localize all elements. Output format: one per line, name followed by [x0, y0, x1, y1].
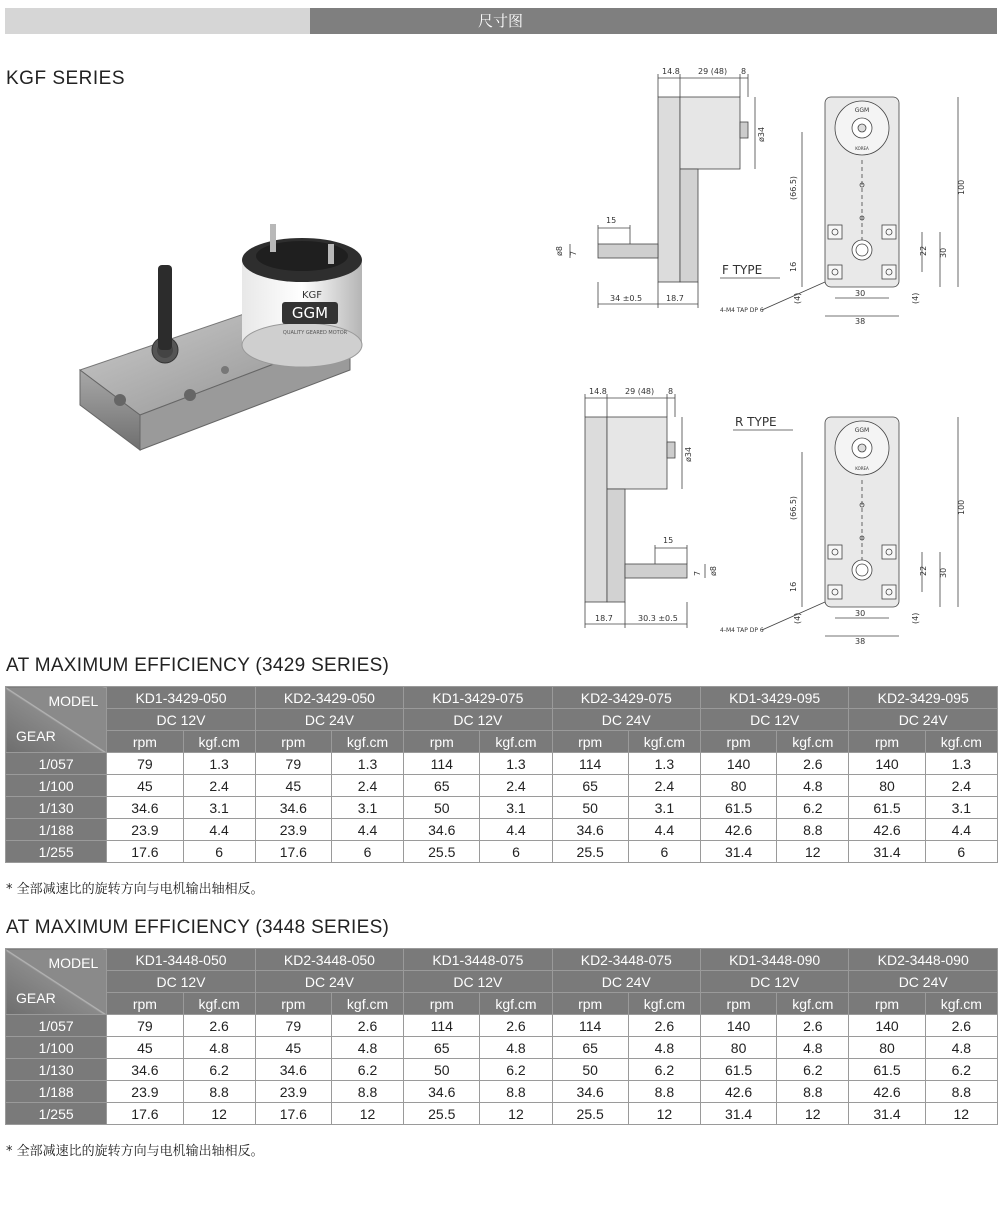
torque-cell: 4.8 [480, 1037, 552, 1059]
torque-cell: 4.4 [925, 819, 997, 841]
f-dim-34: 34 ±0.5 [610, 294, 643, 303]
rpm-cell: 17.6 [255, 841, 331, 863]
gear-ratio-cell: 1/130 [6, 797, 107, 819]
torque-cell: 6.2 [183, 1059, 255, 1081]
unit-torque-header: kgf.cm [777, 993, 849, 1015]
torque-cell: 2.6 [480, 1015, 552, 1037]
r-dim-dia34: ø34 [684, 446, 693, 462]
rpm-cell: 31.4 [700, 1103, 776, 1125]
r-dim-30h: 30 [855, 609, 866, 618]
torque-cell: 8.8 [628, 1081, 700, 1103]
model-header: KD1-3429-050 [107, 687, 255, 709]
r-dim-29-48: 29 (48) [625, 387, 655, 396]
torque-cell: 2.4 [925, 775, 997, 797]
model-header: KD2-3429-050 [255, 687, 403, 709]
voltage-header: DC 24V [255, 709, 403, 731]
rpm-cell: 65 [404, 775, 480, 797]
rpm-cell: 34.6 [404, 819, 480, 841]
f-dim-187: 18.7 [666, 294, 684, 303]
rpm-cell: 25.5 [404, 1103, 480, 1125]
torque-cell: 12 [777, 841, 849, 863]
torque-cell: 6 [628, 841, 700, 863]
r-dim-dia8: ø8 [709, 566, 718, 576]
rpm-cell: 140 [700, 1015, 776, 1037]
torque-cell: 2.6 [777, 1015, 849, 1037]
f-type-drawing [540, 60, 1000, 335]
rpm-cell: 34.6 [107, 797, 183, 819]
r-dim-30v: 30 [939, 567, 948, 578]
series-title: KGF SERIES [6, 68, 126, 89]
torque-cell: 12 [183, 1103, 255, 1125]
rpm-cell: 79 [107, 1015, 183, 1037]
r-type-drawing [540, 380, 1000, 655]
torque-cell: 12 [777, 1103, 849, 1125]
unit-rpm-header: rpm [404, 731, 480, 753]
f-type-label: F TYPE [722, 263, 763, 277]
rpm-cell: 114 [404, 753, 480, 775]
torque-cell: 1.3 [925, 753, 997, 775]
unit-torque-header: kgf.cm [628, 993, 700, 1015]
torque-cell: 8.8 [777, 1081, 849, 1103]
table-row [6, 841, 998, 863]
voltage-header: DC 24V [255, 971, 403, 993]
unit-torque-header: kgf.cm [331, 731, 403, 753]
torque-cell: 6 [480, 841, 552, 863]
rpm-cell: 50 [404, 797, 480, 819]
rpm-cell: 42.6 [700, 1081, 776, 1103]
table-row [6, 1103, 998, 1125]
torque-cell: 1.3 [183, 753, 255, 775]
table-row [6, 797, 998, 819]
torque-cell: 2.4 [628, 775, 700, 797]
torque-cell: 12 [480, 1103, 552, 1125]
torque-cell: 6 [925, 841, 997, 863]
rpm-cell: 50 [552, 797, 628, 819]
r-dim-22: 22 [919, 565, 928, 576]
torque-cell: 3.1 [183, 797, 255, 819]
rpm-cell: 25.5 [404, 841, 480, 863]
voltage-header: DC 12V [700, 709, 848, 731]
rpm-cell: 31.4 [700, 841, 776, 863]
rpm-cell: 23.9 [107, 819, 183, 841]
torque-cell: 1.3 [480, 753, 552, 775]
header-bar [5, 8, 997, 34]
torque-cell: 2.6 [183, 1015, 255, 1037]
torque-cell: 2.6 [331, 1015, 403, 1037]
f-dim-22: 22 [919, 245, 928, 256]
unit-rpm-header: rpm [552, 993, 628, 1015]
gear-ratio-cell: 1/100 [6, 775, 107, 797]
table-corner-cell [6, 687, 107, 753]
r-type-label: R TYPE [735, 415, 777, 429]
gear-ratio-cell: 1/255 [6, 841, 107, 863]
rpm-cell: 34.6 [552, 1081, 628, 1103]
torque-cell: 4.8 [628, 1037, 700, 1059]
torque-cell: 12 [628, 1103, 700, 1125]
r-dim-4-left: (4) [793, 612, 802, 624]
model-header: KD1-3448-075 [404, 949, 552, 971]
rpm-cell: 23.9 [255, 819, 331, 841]
model-header: KD1-3448-050 [107, 949, 255, 971]
r-dim-8: 8 [668, 387, 674, 396]
torque-cell: 6 [183, 841, 255, 863]
spec-table-3448 [5, 948, 998, 1125]
torque-cell: 8.8 [480, 1081, 552, 1103]
unit-torque-header: kgf.cm [925, 731, 997, 753]
rpm-cell: 17.6 [107, 841, 183, 863]
rpm-cell: 23.9 [107, 1081, 183, 1103]
torque-cell: 4.8 [777, 775, 849, 797]
torque-cell: 3.1 [925, 797, 997, 819]
torque-cell: 4.8 [183, 1037, 255, 1059]
r-dim-100: 100 [957, 499, 966, 515]
table-row [6, 1037, 998, 1059]
rpm-cell: 23.9 [255, 1081, 331, 1103]
rpm-cell: 114 [552, 1015, 628, 1037]
model-header: KD2-3448-090 [849, 949, 998, 971]
rpm-cell: 34.6 [107, 1059, 183, 1081]
model-header: KD2-3429-095 [849, 687, 998, 709]
torque-cell: 4.8 [331, 1037, 403, 1059]
f-tap-note: 4-M4 TAP DP 6 [720, 307, 764, 314]
rpm-cell: 31.4 [849, 841, 925, 863]
model-header: KD1-3448-090 [700, 949, 848, 971]
rpm-cell: 50 [404, 1059, 480, 1081]
voltage-header: DC 24V [849, 971, 998, 993]
r-face-badge: GGM [854, 427, 870, 434]
unit-torque-header: kgf.cm [777, 731, 849, 753]
gear-ratio-cell: 1/188 [6, 1081, 107, 1103]
torque-cell: 4.8 [777, 1037, 849, 1059]
rpm-cell: 45 [107, 775, 183, 797]
unit-rpm-header: rpm [107, 731, 183, 753]
torque-cell: 4.4 [331, 819, 403, 841]
table-corner-cell [6, 949, 107, 1015]
torque-cell: 12 [925, 1103, 997, 1125]
rpm-cell: 114 [404, 1015, 480, 1037]
unit-rpm-header: rpm [849, 731, 925, 753]
rpm-cell: 79 [107, 753, 183, 775]
voltage-header: DC 12V [107, 971, 255, 993]
corner-model-label: MODEL [48, 693, 99, 709]
table-row [6, 1015, 998, 1037]
unit-torque-header: kgf.cm [183, 993, 255, 1015]
rpm-cell: 80 [700, 775, 776, 797]
unit-rpm-header: rpm [552, 731, 628, 753]
torque-cell: 8.8 [777, 819, 849, 841]
unit-torque-header: kgf.cm [183, 731, 255, 753]
voltage-header: DC 24V [849, 709, 998, 731]
photo-model-text: KGF [301, 290, 323, 301]
f-dim-shaft-15: 15 [606, 216, 617, 225]
unit-rpm-header: rpm [700, 731, 776, 753]
rpm-cell: 79 [255, 753, 331, 775]
torque-cell: 4.4 [628, 819, 700, 841]
torque-cell: 2.6 [628, 1015, 700, 1037]
r-dim-187: 18.7 [595, 614, 613, 623]
torque-cell: 6 [331, 841, 403, 863]
rpm-cell: 34.6 [552, 819, 628, 841]
unit-rpm-header: rpm [107, 993, 183, 1015]
model-header: KD2-3429-075 [552, 687, 700, 709]
rpm-cell: 79 [255, 1015, 331, 1037]
rpm-cell: 25.5 [552, 1103, 628, 1125]
f-dim-38: 38 [855, 317, 866, 326]
r-dim-148: 14.8 [589, 387, 607, 396]
r-tap-note: 4-M4 TAP DP 6 [720, 627, 764, 634]
page-title: 尺寸图 [310, 8, 997, 34]
voltage-header: DC 24V [552, 709, 700, 731]
f-face-country: KOREA [855, 146, 869, 151]
table-3429-note: * 全部减速比的旋转方向与电机输出轴相反。 [6, 882, 264, 897]
f-dim-29-48: 29 (48) [698, 67, 728, 76]
r-dim-7: 7 [693, 570, 702, 576]
corner-gear-label: GEAR [16, 728, 56, 744]
f-face-badge: GGM [854, 107, 870, 114]
torque-cell: 8.8 [925, 1081, 997, 1103]
table-row [6, 775, 998, 797]
f-dim-8: 8 [741, 67, 747, 76]
r-dim-665: (66.5) [789, 495, 798, 520]
unit-rpm-header: rpm [700, 993, 776, 1015]
f-dim-dia8: ø8 [555, 246, 564, 256]
rpm-cell: 65 [552, 1037, 628, 1059]
table-3448-note: * 全部减速比的旋转方向与电机输出轴相反。 [6, 1144, 264, 1159]
rpm-cell: 61.5 [700, 797, 776, 819]
unit-torque-header: kgf.cm [480, 731, 552, 753]
voltage-header: DC 24V [552, 971, 700, 993]
gear-ratio-cell: 1/057 [6, 1015, 107, 1037]
f-dim-30h: 30 [855, 289, 866, 298]
spec-table-3429 [5, 686, 998, 863]
motor-photo [70, 200, 390, 470]
voltage-header: DC 12V [404, 709, 552, 731]
torque-cell: 6.2 [777, 797, 849, 819]
table-row [6, 819, 998, 841]
torque-cell: 8.8 [331, 1081, 403, 1103]
model-header: KD2-3448-075 [552, 949, 700, 971]
rpm-cell: 42.6 [849, 819, 925, 841]
torque-cell: 6.2 [331, 1059, 403, 1081]
r-face-country: KOREA [855, 466, 869, 471]
unit-torque-header: kgf.cm [480, 993, 552, 1015]
f-dim-16: 16 [789, 261, 798, 272]
corner-model-label: MODEL [48, 955, 99, 971]
rpm-cell: 80 [849, 1037, 925, 1059]
rpm-cell: 80 [700, 1037, 776, 1059]
unit-rpm-header: rpm [404, 993, 480, 1015]
rpm-cell: 140 [849, 1015, 925, 1037]
torque-cell: 2.4 [480, 775, 552, 797]
torque-cell: 2.6 [777, 753, 849, 775]
rpm-cell: 65 [552, 775, 628, 797]
rpm-cell: 34.6 [404, 1081, 480, 1103]
voltage-header: DC 12V [107, 709, 255, 731]
torque-cell: 6.2 [628, 1059, 700, 1081]
f-dim-4-right: (4) [911, 292, 920, 304]
rpm-cell: 42.6 [700, 819, 776, 841]
unit-rpm-header: rpm [255, 993, 331, 1015]
rpm-cell: 34.6 [255, 1059, 331, 1081]
voltage-header: DC 12V [700, 971, 848, 993]
rpm-cell: 31.4 [849, 1103, 925, 1125]
f-dim-30v: 30 [939, 247, 948, 258]
torque-cell: 4.4 [480, 819, 552, 841]
torque-cell: 8.8 [183, 1081, 255, 1103]
table-row [6, 1059, 998, 1081]
torque-cell: 3.1 [628, 797, 700, 819]
torque-cell: 2.4 [183, 775, 255, 797]
model-header: KD1-3429-075 [404, 687, 552, 709]
torque-cell: 2.6 [925, 1015, 997, 1037]
rpm-cell: 114 [552, 753, 628, 775]
torque-cell: 6.2 [925, 1059, 997, 1081]
voltage-header: DC 12V [404, 971, 552, 993]
rpm-cell: 80 [849, 775, 925, 797]
rpm-cell: 45 [255, 1037, 331, 1059]
rpm-cell: 45 [255, 775, 331, 797]
table-3448-title: AT MAXIMUM EFFICIENCY (3448 SERIES) [6, 917, 390, 938]
rpm-cell: 65 [404, 1037, 480, 1059]
unit-torque-header: kgf.cm [628, 731, 700, 753]
gear-ratio-cell: 1/255 [6, 1103, 107, 1125]
torque-cell: 4.8 [925, 1037, 997, 1059]
rpm-cell: 50 [552, 1059, 628, 1081]
rpm-cell: 140 [849, 753, 925, 775]
unit-rpm-header: rpm [849, 993, 925, 1015]
torque-cell: 4.4 [183, 819, 255, 841]
table-row [6, 1081, 998, 1103]
f-dim-4-left: (4) [793, 292, 802, 304]
torque-cell: 1.3 [331, 753, 403, 775]
rpm-cell: 17.6 [255, 1103, 331, 1125]
photo-brand-text: GGM [291, 304, 329, 322]
f-dim-100: 100 [957, 179, 966, 195]
r-dim-shaft-15: 15 [663, 536, 674, 545]
f-dim-7: 7 [569, 250, 578, 256]
f-dim-dia34: ø34 [757, 126, 766, 142]
torque-cell: 1.3 [628, 753, 700, 775]
rpm-cell: 34.6 [255, 797, 331, 819]
table-3429-title: AT MAXIMUM EFFICIENCY (3429 SERIES) [6, 655, 390, 676]
torque-cell: 6.2 [777, 1059, 849, 1081]
rpm-cell: 45 [107, 1037, 183, 1059]
r-dim-16: 16 [789, 581, 798, 592]
unit-torque-header: kgf.cm [925, 993, 997, 1015]
r-dim-4-right: (4) [911, 612, 920, 624]
gear-ratio-cell: 1/188 [6, 819, 107, 841]
photo-tagline-text: QUALITY GEARED MOTOR [282, 330, 348, 336]
rpm-cell: 17.6 [107, 1103, 183, 1125]
rpm-cell: 61.5 [849, 1059, 925, 1081]
rpm-cell: 61.5 [849, 797, 925, 819]
model-header: KD2-3448-050 [255, 949, 403, 971]
torque-cell: 3.1 [480, 797, 552, 819]
r-dim-303: 30.3 ±0.5 [638, 614, 678, 623]
torque-cell: 12 [331, 1103, 403, 1125]
rpm-cell: 140 [700, 753, 776, 775]
f-dim-665: (66.5) [789, 175, 798, 200]
table-row [6, 753, 998, 775]
corner-gear-label: GEAR [16, 990, 56, 1006]
gear-ratio-cell: 1/130 [6, 1059, 107, 1081]
rpm-cell: 61.5 [700, 1059, 776, 1081]
torque-cell: 3.1 [331, 797, 403, 819]
f-dim-148: 14.8 [662, 67, 680, 76]
rpm-cell: 25.5 [552, 841, 628, 863]
rpm-cell: 42.6 [849, 1081, 925, 1103]
unit-rpm-header: rpm [255, 731, 331, 753]
torque-cell: 2.4 [331, 775, 403, 797]
gear-ratio-cell: 1/057 [6, 753, 107, 775]
model-header: KD1-3429-095 [700, 687, 848, 709]
torque-cell: 6.2 [480, 1059, 552, 1081]
gear-ratio-cell: 1/100 [6, 1037, 107, 1059]
r-dim-38: 38 [855, 637, 866, 646]
unit-torque-header: kgf.cm [331, 993, 403, 1015]
